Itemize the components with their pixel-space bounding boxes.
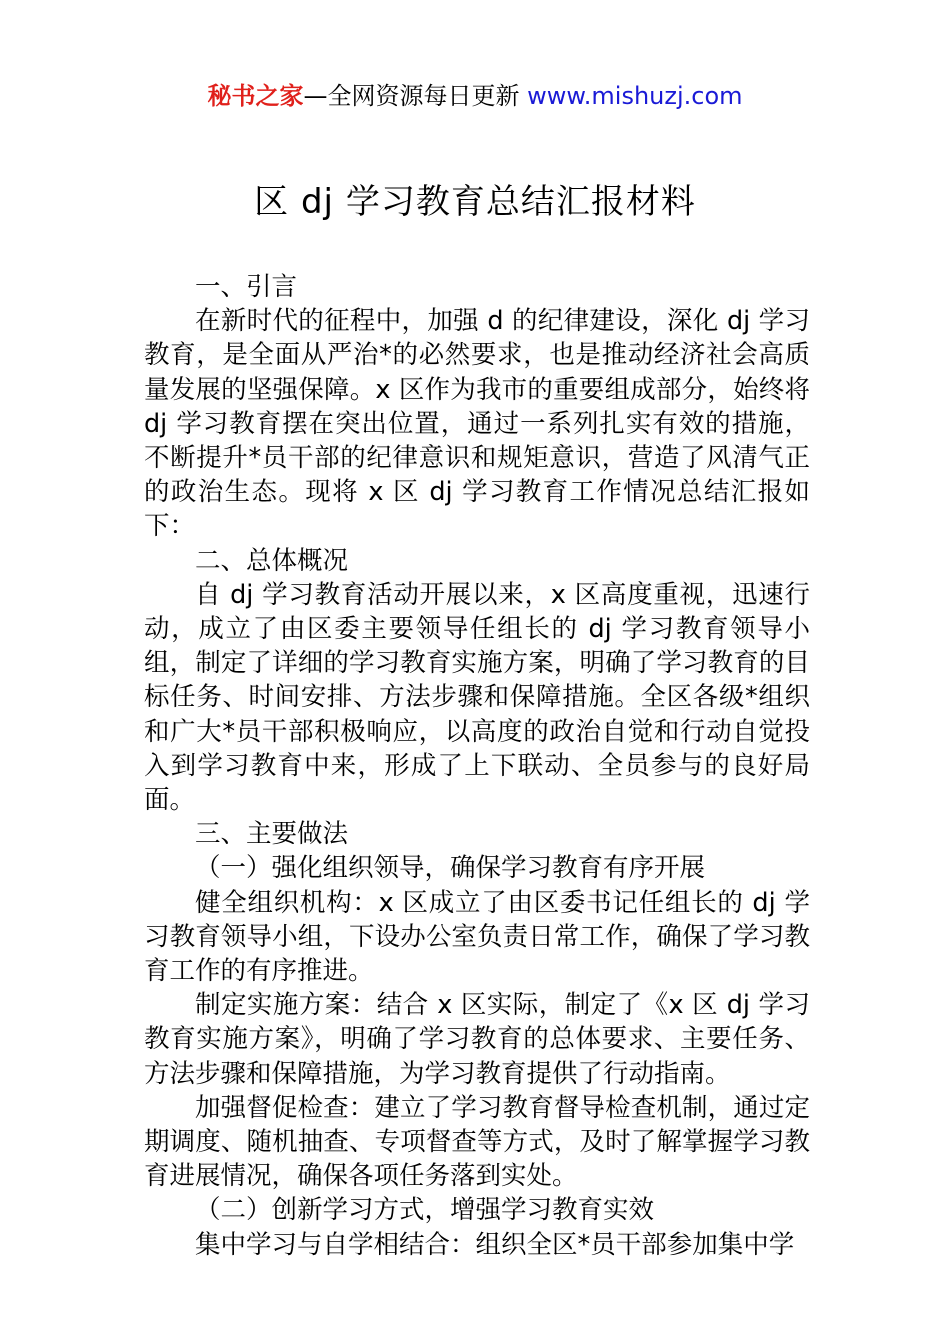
paragraph-supervision: 加强督促检查：建立了学习教育督导检查机制，通过定期调度、随机抽查、专项督查等方式，及时了解掌握学习教育进展情况，确保各项任务落到实处。 (144, 1092, 810, 1192)
paragraph-organization: 健全组织机构：x 区成立了由区委书记任组长的 dj 学习教育领导小组，下设办公室负责日常工作，确保了学习教育工作的有序推进。 (144, 887, 810, 987)
section-heading-intro: 一、引言 (195, 272, 298, 302)
section-heading-practices: 三、主要做法 (195, 819, 349, 850)
subsection-heading-1: （一）强化组织领导，确保学习教育有序开展 (195, 853, 706, 884)
paragraph-plan: 制定实施方案：结合 x 区实际，制定了《x 区 dj 学习教育实施方案》，明确了学习教育的总体要求、主要任务、方法步骤和保障措施，为学习教育提供了行动指南。 (144, 990, 810, 1089)
header-tagline: —全网资源每日更新 (303, 82, 528, 110)
site-url-link[interactable]: www.mishuzj.com (527, 82, 743, 110)
subsection-heading-2: （二）创新学习方式，增强学习教育实效 (195, 1195, 655, 1226)
section-heading-overview: 二、总体概况 (195, 545, 349, 576)
brand-name: 秘书之家 (207, 82, 304, 110)
paragraph-study-methods: 集中学习与自学相结合：组织全区*员干部参加集中学 (195, 1229, 795, 1260)
document-body (144, 270, 810, 1262)
document-title: 区 dj 学习教育总结汇报材料 (254, 182, 696, 222)
paragraph-overview: 自 dj 学习教育活动开展以来，x 区高度重视，迅速行动，成立了由区委主要领导任组长的 dj 学习教育领导小组，制定了详细的学习教育实施方案，明确了学习教育的目标任务、时间安排、方法步骤和保障措施。全区各级*组织和广大*员干部积极响应，以高度的政治自觉和行动自觉投入到学习教育中来，形成了上下联动、全员参与的良好局面。 (144, 579, 810, 816)
paragraph-intro: 在新时代的征程中，加强 d 的纪律建设，深化 dj 学习教育，是全面从严治*的必然要求，也是推动经济社会高质量发展的坚强保障。x 区作为我市的重要组成部分，始终将 dj 学习教育摆在突出位置，通过一系列扎实有效的措施，不断提升*员干部的纪律意识和规矩意识，营造了风清气正的政治生态。现将 x 区 dj 学习教育工作情况总结汇报如下： (144, 306, 810, 542)
site-header (0, 80, 950, 112)
